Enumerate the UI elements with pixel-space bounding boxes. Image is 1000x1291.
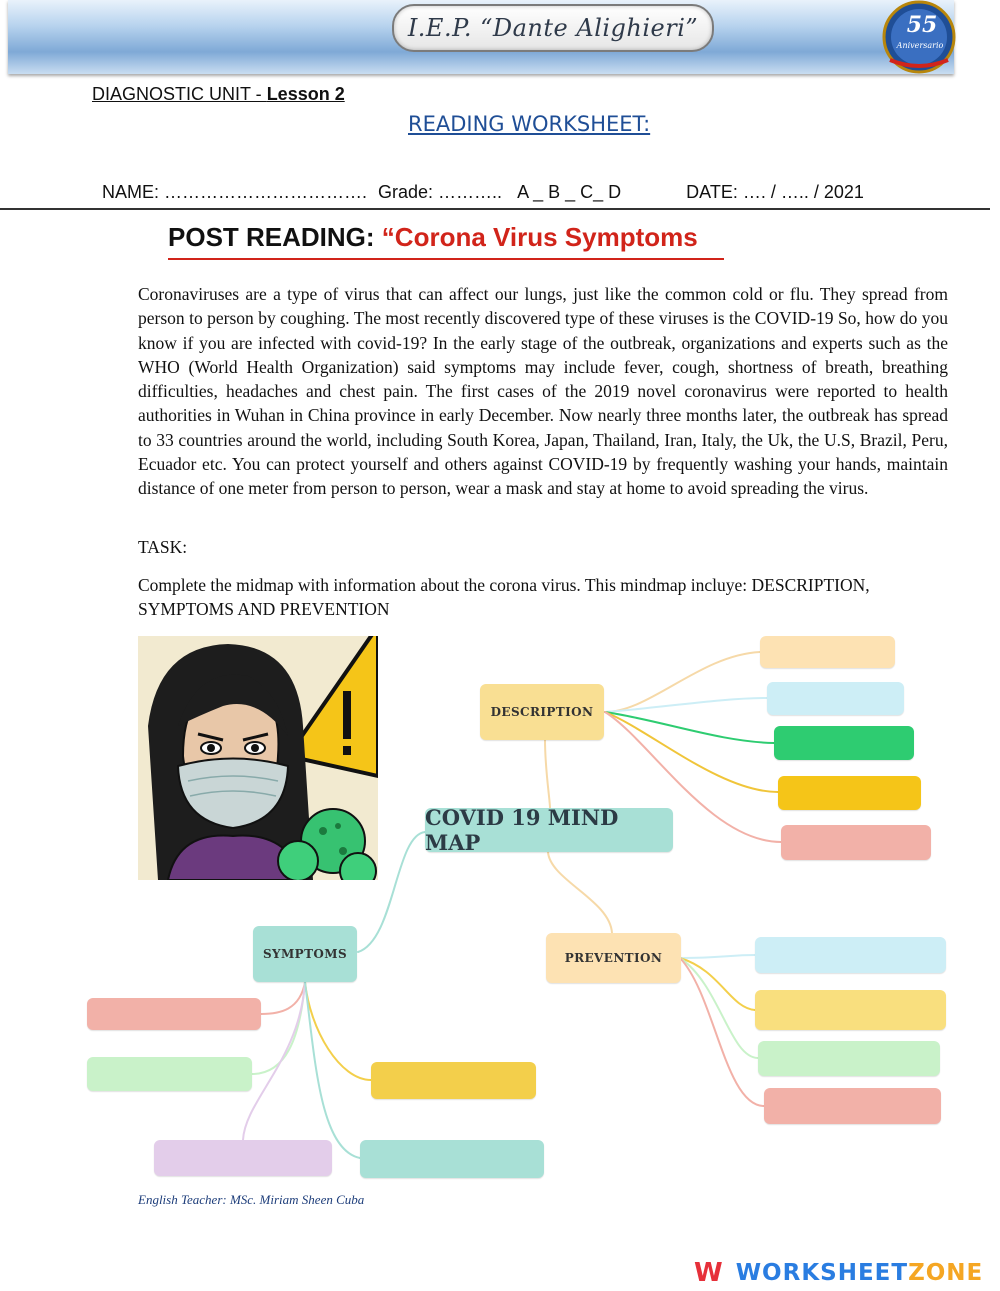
title-underline [168,258,724,260]
description-answer-box[interactable] [767,682,904,715]
prevention-node: PREVENTION [546,933,681,983]
prevention-answer-box[interactable] [764,1088,941,1124]
watermark-zone: ZONE [908,1260,984,1286]
watermark-worksheet: WORKSHEET [735,1260,909,1286]
symptoms-answer-box[interactable] [87,998,261,1030]
seal-number: 55 [906,12,938,38]
woman-with-mask-illustration [138,636,378,880]
unit-lesson: Lesson 2 [266,84,345,104]
unit-heading [92,84,345,105]
anniversary-seal [882,0,956,74]
task-label: TASK: [138,537,188,557]
worksheet-title: READING WORKSHEET: [408,112,651,136]
post-reading-title [168,222,698,253]
symptoms-answer-box[interactable] [371,1062,536,1099]
description-node: DESCRIPTION [480,684,604,740]
symptoms-answer-box[interactable] [360,1140,544,1178]
school-name: I.E.P. “Dante Alighieri” [407,14,699,42]
task-instructions: Complete the midmap with information about the corona virus. This mindmap incluye: DESCRIPTION, SYMPTOMS AND PREVENTION [138,575,870,619]
section-options: A _ B _ C_ D [517,182,622,202]
mindmap-central-node: COVID 19 MIND MAP [425,808,673,852]
student-info-row [102,182,922,203]
date-field: DATE: …. / ….. / 2021 [686,182,864,202]
description-answer-box[interactable] [774,726,914,760]
school-name-scroll [392,4,714,52]
prevention-answer-box[interactable] [758,1041,940,1076]
description-answer-box[interactable] [760,636,895,668]
seal-text: Aniversario [896,41,944,50]
prevention-answer-box[interactable] [755,937,946,973]
divider [0,208,990,210]
symptoms-answer-box[interactable] [154,1140,332,1176]
reading-paragraph: Coronaviruses are a type of virus that can affect our lungs, just like the common cold or flu. They spread from person to person by coughing. The most recently discovered type of these viruses is the COVID-19 So, how do you know if you are infected with covid-19? In the early stage of the outbreak, organizations and experts such as the WHO (World Health Organization) said symptoms may include fever, cough, shortness of breath, breathing difficulties, headaches and chest pain. The first cases of the 2019 novel coronavirus were reported to health authorities in Wuhan in China province in early December. Now nearly three months later, the outbreak has spread to 33 countries around the world, including South Korea, Japan, Thailand, Iran, Italy, the Uk, the U.S, Brazil, Peru, Ecuador etc. You can protect yourself and others against COVID-19 by frequently washing your hands, maintain distance of one meter from person to person, wear a mask and stay at home to avoid spreading the virus. [138,284,948,499]
grade-field: Grade: ……….. [378,182,503,202]
worksheetzone-logo-icon: W [694,1258,724,1288]
unit-prefix: DIAGNOSTIC UNIT - [92,84,267,104]
description-answer-box[interactable] [781,825,931,860]
post-reading-topic: “Corona Virus Symptoms [381,222,698,252]
symptoms-node: SYMPTOMS [253,926,357,982]
symptoms-answer-box[interactable] [87,1057,252,1091]
teacher-credit: English Teacher: MSc. Miriam Sheen Cuba [138,1192,365,1207]
post-reading-label: POST READING: [168,222,382,252]
prevention-answer-box[interactable] [755,990,946,1030]
description-answer-box[interactable] [778,776,921,810]
worksheetzone-watermark [694,1258,983,1288]
name-field: NAME: ……………………………. [102,182,368,202]
